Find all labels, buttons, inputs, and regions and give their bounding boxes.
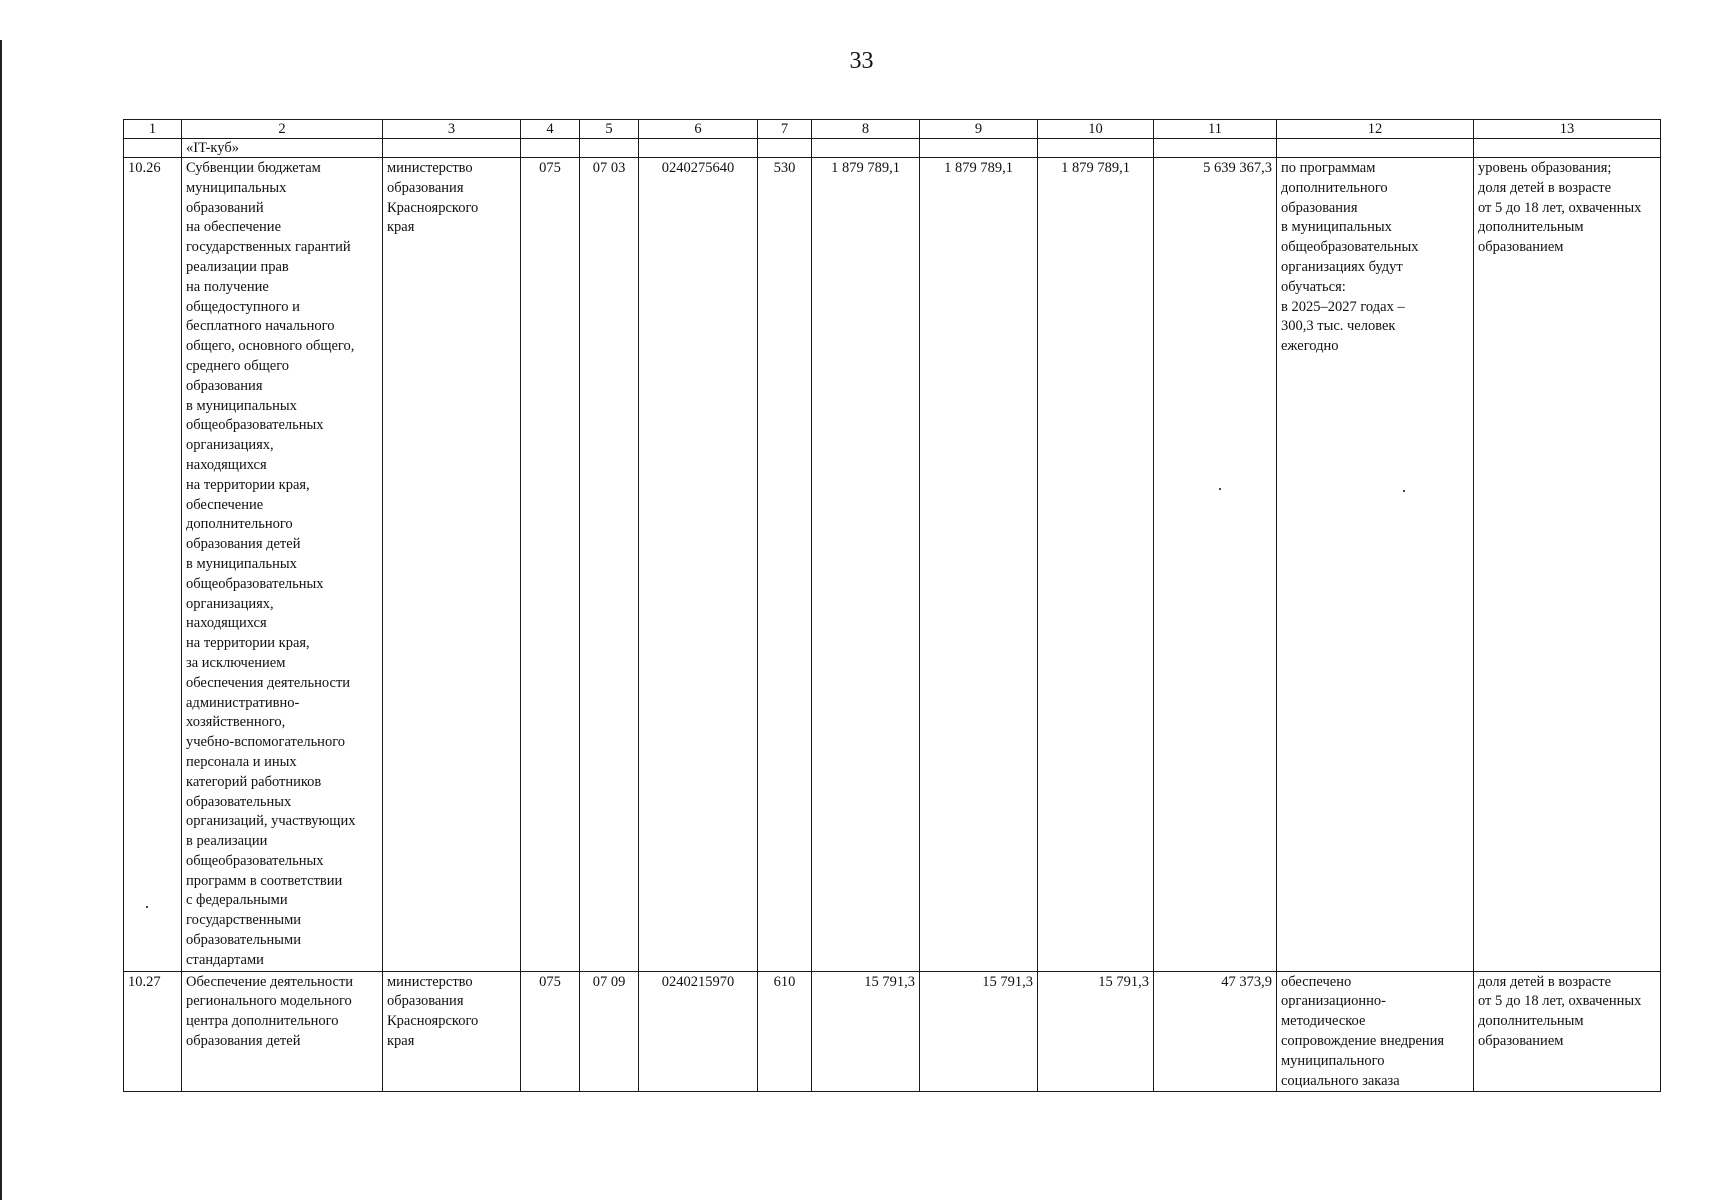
section-code-cell: 07 09 — [580, 971, 639, 1092]
table-row — [124, 158, 1661, 972]
header-cell: 3 — [383, 120, 521, 139]
table-header-row — [124, 120, 1661, 139]
header-cell: 7 — [758, 120, 812, 139]
page-left-edge-rule — [0, 40, 2, 1200]
header-cell: 1 — [124, 120, 182, 139]
header-cell: 12 — [1277, 120, 1474, 139]
target-article-cell: 0240215970 — [639, 971, 758, 1092]
row-number-cell: 10.26 — [124, 158, 182, 972]
amount-total-cell: 5 639 367,3 — [1154, 158, 1277, 972]
expense-type-cell: 610 — [758, 971, 812, 1092]
header-cell: 4 — [521, 120, 580, 139]
amount-2026-cell: 1 879 789,1 — [920, 158, 1038, 972]
grbs-code-cell: 075 — [521, 158, 580, 972]
amount-2025-cell: 15 791,3 — [812, 971, 920, 1092]
target-article-cell: 0240275640 — [639, 158, 758, 972]
indicator-cell: доля детей в возрасте от 5 до 18 лет, охваченных дополнительным образованием — [1474, 971, 1661, 1092]
indicator-cell: уровень образования; доля детей в возрасте от 5 до 18 лет, охваченных дополнительным образованием — [1474, 158, 1661, 972]
header-cell: 5 — [580, 120, 639, 139]
header-cell: 10 — [1038, 120, 1154, 139]
row-number-cell: 10.27 — [124, 971, 182, 1092]
expected-result-cell: по программам дополнительного образования в муниципальных общеобразовательных организациях будут обучаться: в 2025–2027 годах – 300,3 тыс. человек ежегодно — [1277, 158, 1474, 972]
continuation-row — [124, 139, 1661, 158]
scan-speck — [146, 906, 148, 908]
header-cell: 2 — [182, 120, 383, 139]
amount-2025-cell: 1 879 789,1 — [812, 158, 920, 972]
measure-name-cell: Субвенции бюджетам муниципальных образований на обеспечение государственных гарантий реализации прав на получение общедоступного и бесплатного начального общего, основного общего, среднего общего образования в муниципальных общеобразовательных организациях, находящихся на территории края, обеспечение дополнительного образования детей в муниципальных общеобразовательных организациях, находящихся на территории края, за исключением обеспечения деятельности административно- хозяйственного, учебно-вспомогательного персонала и иных категорий работников образовательных организаций, участвующих в реализации общеобразовательных программ в соответствии с федеральными государственными образовательными стандартами — [182, 158, 383, 972]
table-row — [124, 971, 1661, 1092]
continuation-name-cell: «IT-куб» — [182, 139, 383, 158]
header-cell: 6 — [639, 120, 758, 139]
scan-speck — [1403, 490, 1405, 492]
page-number: 33 — [849, 48, 874, 74]
header-cell: 8 — [812, 120, 920, 139]
expense-type-cell: 530 — [758, 158, 812, 972]
grbs-code-cell: 075 — [521, 971, 580, 1092]
administrator-cell: министерство образования Красноярского края — [383, 158, 521, 972]
section-code-cell: 07 03 — [580, 158, 639, 972]
amount-2026-cell: 15 791,3 — [920, 971, 1038, 1092]
amount-2027-cell: 15 791,3 — [1038, 971, 1154, 1092]
header-cell: 9 — [920, 120, 1038, 139]
header-cell: 11 — [1154, 120, 1277, 139]
header-cell: 13 — [1474, 120, 1661, 139]
amount-2027-cell: 1 879 789,1 — [1038, 158, 1154, 972]
administrator-cell: министерство образования Красноярского края — [383, 971, 521, 1092]
budget-measures-table — [123, 119, 1661, 1092]
expected-result-cell: обеспечено организационно- методическое сопровождение внедрения муниципального социального заказа — [1277, 971, 1474, 1092]
scan-speck — [1219, 488, 1221, 490]
measure-name-cell: Обеспечение деятельности регионального модельного центра дополнительного образования детей — [182, 971, 383, 1092]
amount-total-cell: 47 373,9 — [1154, 971, 1277, 1092]
